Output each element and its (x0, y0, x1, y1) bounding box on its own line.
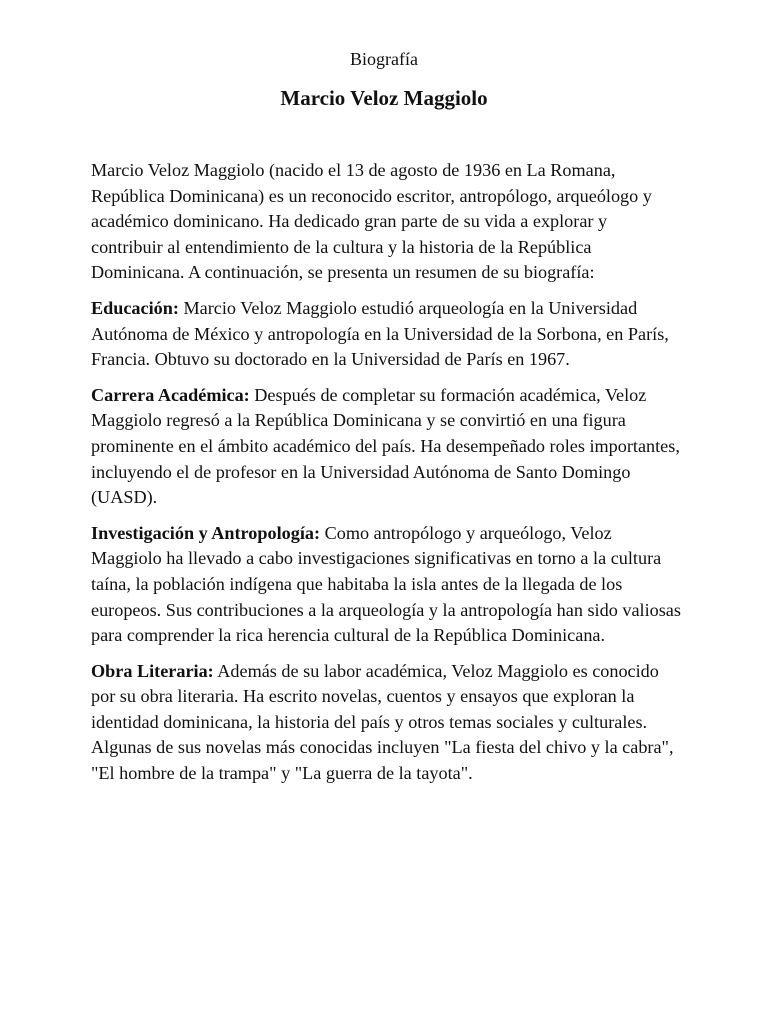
section-text: Después de completar su formación académica, Veloz Maggiolo regresó a la República Dominicana y se convirtió en una figura prominente en el ámbito académico del país. Ha desempeñado roles importantes, incluyendo el de profesor en la Universidad Autónoma de Santo Domingo (UASD). (91, 384, 680, 508)
document-body (91, 158, 681, 797)
section-text: Además de su labor académica, Veloz Maggiolo es conocido por su obra literaria. Ha escrito novelas, cuentos y ensayos que exploran la identidad dominicana, la historia del país y otros temas sociales y culturales. Algunas de sus novelas más conocidas incluyen "La fiesta del chivo y la cabra", "El hombre de la trampa" y "La guerra de la tayota". (91, 660, 674, 784)
section-text: Como antropólogo y arqueólogo, Veloz Maggiolo ha llevado a cabo investigaciones significativas en torno a la cultura taína, la población indígena que habitaba la isla antes de la llegada de los europeos. Sus contribuciones a la arqueología y la antropología han sido valiosas para comprender la rica herencia cultural de la República Dominicana. (91, 522, 681, 646)
intro-paragraph: Marcio Veloz Maggiolo (nacido el 13 de agosto de 1936 en La Romana, República Dominicana) es un reconocido escritor, antropólogo, arqueólogo y académico dominicano. Ha dedicado gran parte de su vida a explorar y contribuir al entendimiento de la cultura y la historia de la República Dominicana. A continuación, se presenta un resumen de su biografía: (91, 160, 652, 283)
section-heading: Educación: (91, 297, 179, 318)
section-heading: Obra Literaria: (91, 660, 214, 681)
page-title: Marcio Veloz Maggiolo (280, 86, 488, 110)
section-heading: Carrera Académica: (91, 384, 250, 405)
section-heading: Investigación y Antropología: (91, 522, 321, 543)
section-education (91, 296, 681, 373)
document-label: Biografía (350, 49, 418, 69)
section-academic-career (91, 383, 681, 511)
section-text: Marcio Veloz Maggiolo estudió arqueología en la Universidad Autónoma de México y antropología en la Universidad de la Sorbona, en París, Francia. Obtuvo su doctorado en la Universidad de París en 1967. (91, 297, 669, 370)
section-research (91, 521, 681, 649)
section-literary-work (91, 659, 681, 787)
